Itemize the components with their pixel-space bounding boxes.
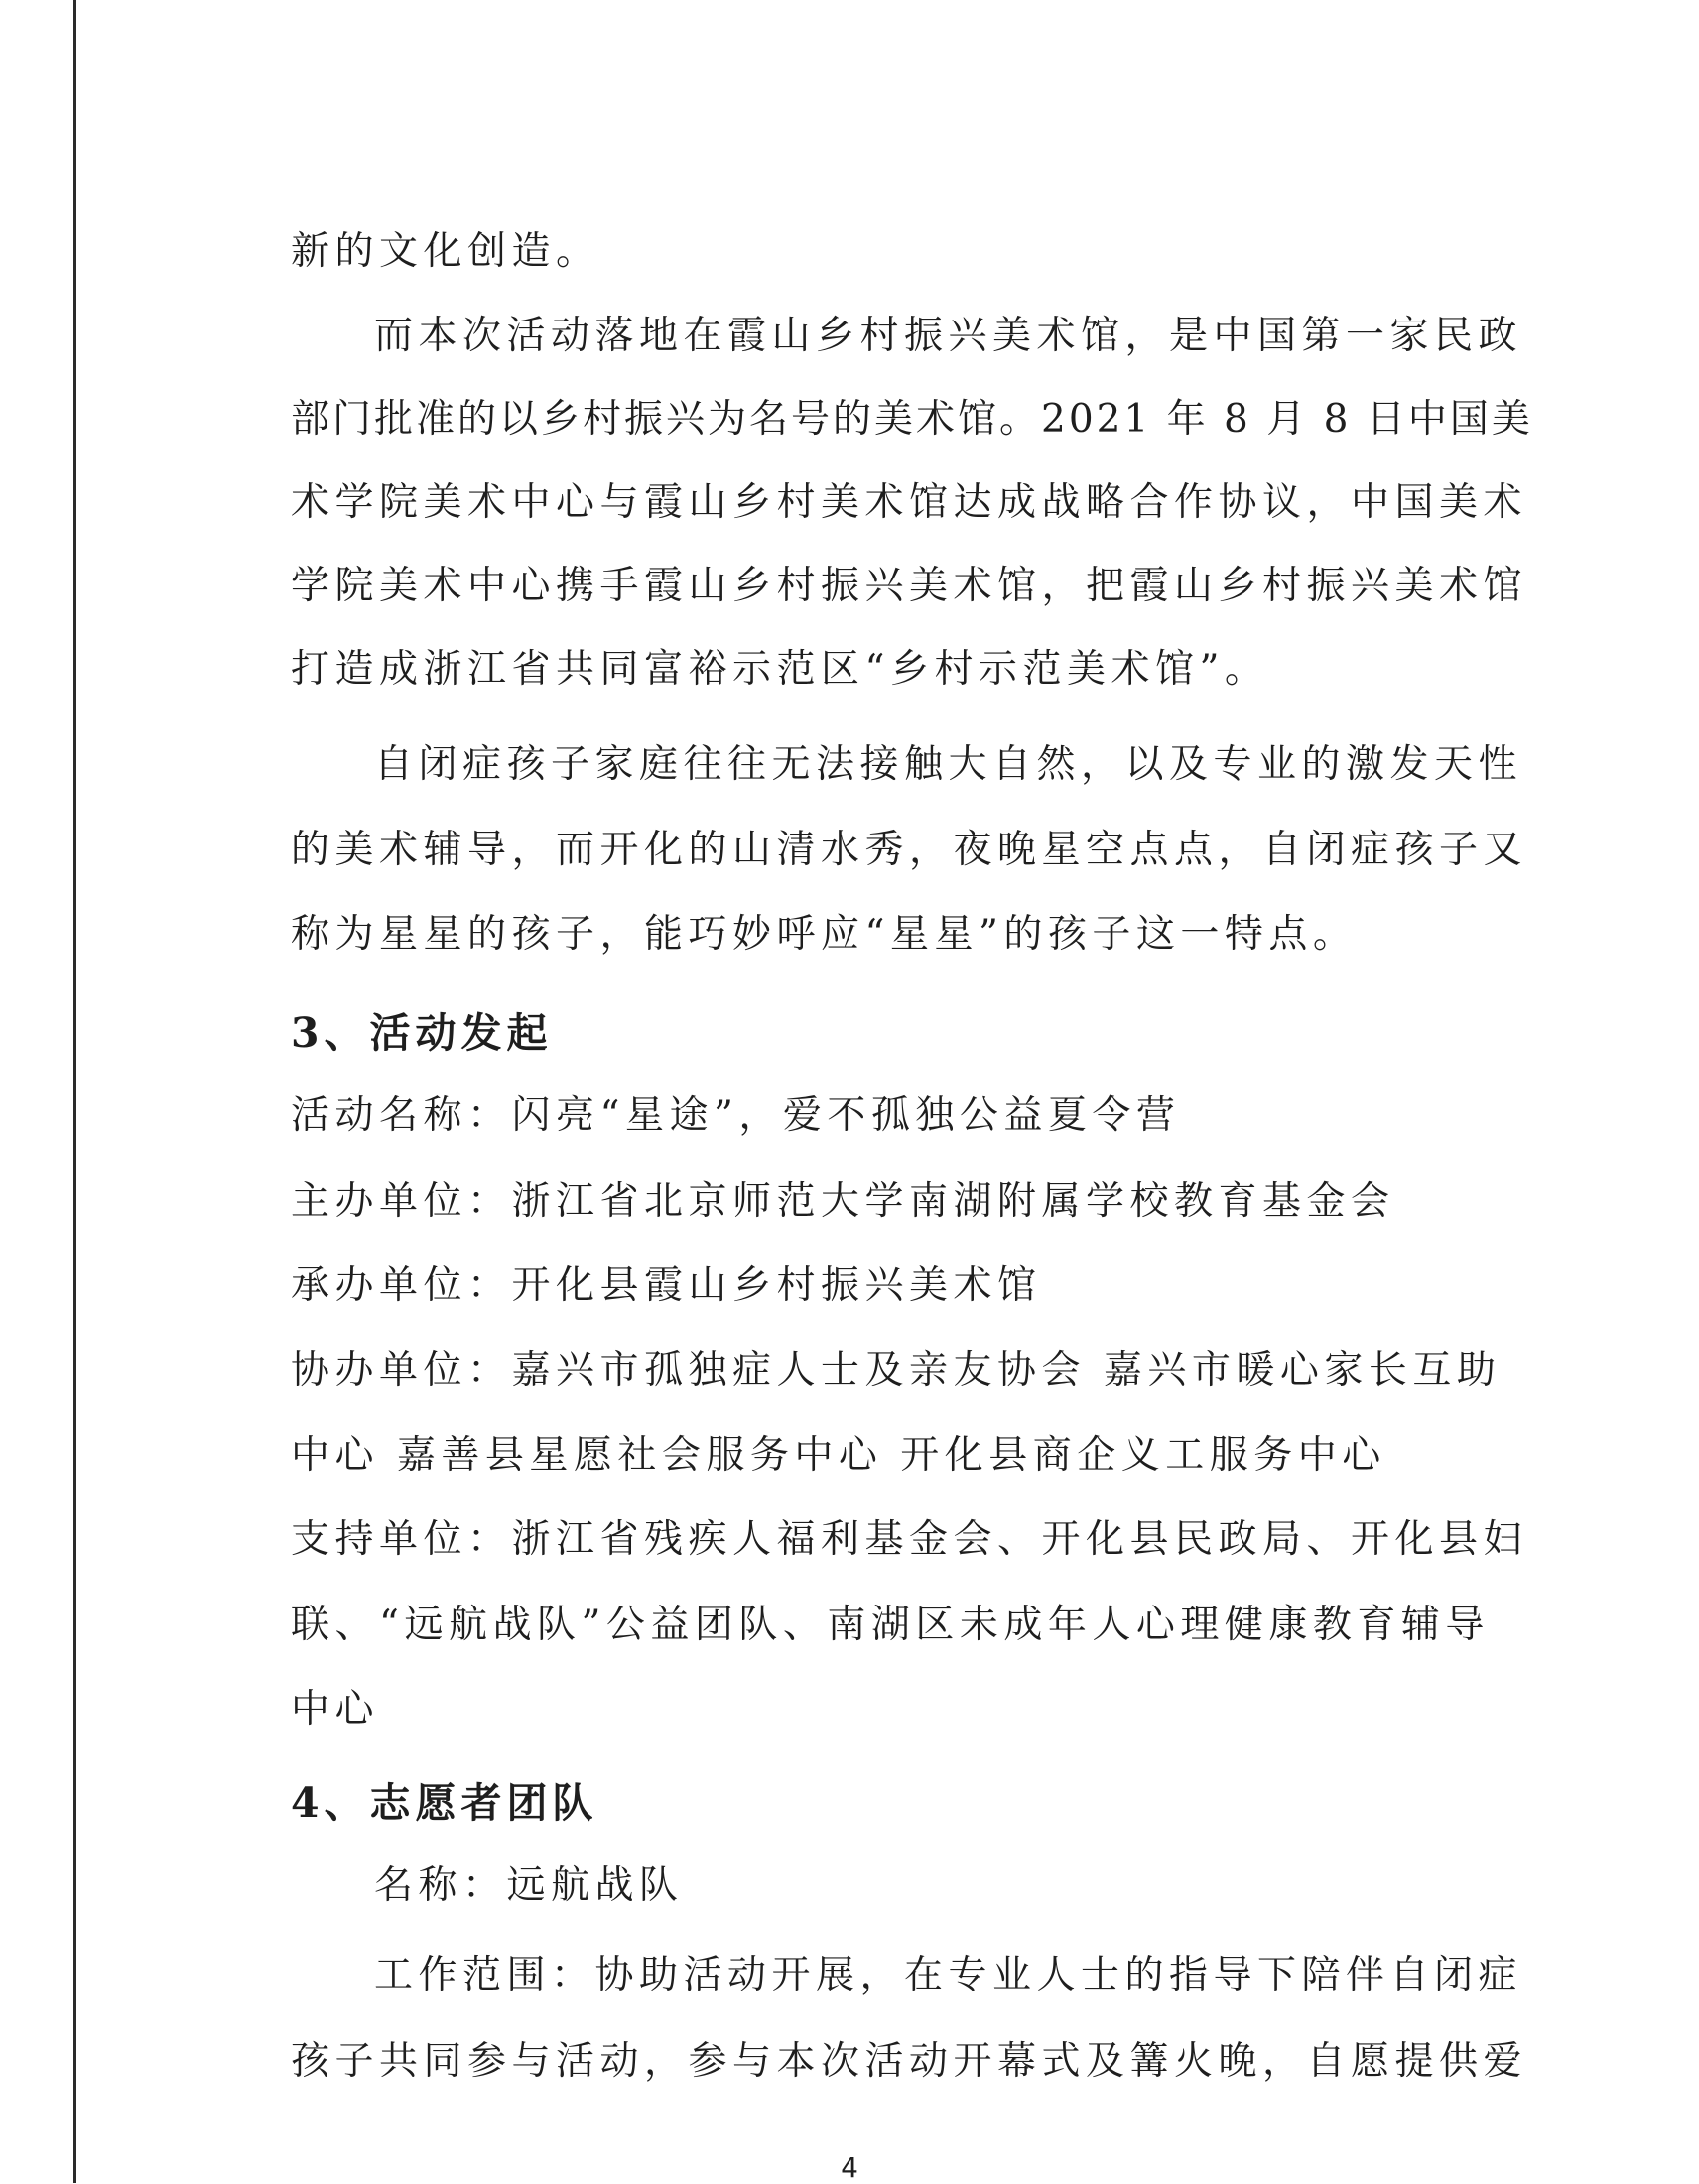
paragraph-line: 的美术辅导，而开化的山清水秀，夜晚星空点点，自闭症孩子又 bbox=[291, 828, 1528, 872]
co-organizer-line: 中心 嘉善县星愿社会服务中心 开化县商企义工服务中心 bbox=[291, 1433, 1386, 1477]
paragraph-line: 部门批准的以乡村振兴为名号的美术馆。2021 年 8 月 8 日中国美 bbox=[291, 397, 1533, 442]
paragraph-line: 新的文化创造。 bbox=[291, 229, 600, 274]
paragraph-line: 学院美术中心携手霞山乡村振兴美术馆，把霞山乡村振兴美术馆 bbox=[291, 564, 1528, 608]
supporter-line: 联、“远航战队”公益团队、南湖区未成年人心理健康教育辅导 bbox=[291, 1603, 1490, 1647]
supporter-line: 支持单位：浙江省残疾人福利基金会、开化县民政局、开化县妇 bbox=[291, 1517, 1528, 1562]
supporter-line: 中心 bbox=[291, 1687, 380, 1732]
host-line: 主办单位：浙江省北京师范大学南湖附属学校教育基金会 bbox=[291, 1179, 1395, 1223]
section-heading: 3、活动发起 bbox=[291, 1009, 553, 1057]
co-organizer-line: 协办单位：嘉兴市孤独症人士及亲友协会 嘉兴市暖心家长互助 bbox=[291, 1349, 1502, 1393]
paragraph-line: 而本次活动落地在霞山乡村振兴美术馆，是中国第一家民政 bbox=[374, 314, 1523, 358]
organizer-line: 承办单位：开化县霞山乡村振兴美术馆 bbox=[291, 1263, 1042, 1308]
page-number: 4 bbox=[841, 2151, 858, 2184]
section-heading: 4、志愿者团队 bbox=[291, 1779, 598, 1827]
team-name-line: 名称：远航战队 bbox=[374, 1863, 684, 1908]
paragraph-line: 打造成浙江省共同富裕示范区“乡村示范美术馆”。 bbox=[291, 647, 1269, 692]
scope-line: 孩子共同参与活动，参与本次活动开幕式及篝火晚，自愿提供爱 bbox=[291, 2039, 1528, 2084]
paragraph-line: 称为星星的孩子，能巧妙呼应“星星”的孩子这一特点。 bbox=[291, 912, 1358, 957]
activity-name-line: 活动名称：闪亮“星途”，爱不孤独公益夏令营 bbox=[291, 1093, 1181, 1138]
scope-line: 工作范围：协助活动开展，在专业人士的指导下陪伴自闭症 bbox=[374, 1953, 1523, 1997]
paragraph-line: 术学院美术中心与霞山乡村美术馆达成战略合作协议，中国美术 bbox=[291, 480, 1528, 525]
paragraph-line: 自闭症孩子家庭往往无法接触大自然，以及专业的激发天性 bbox=[374, 742, 1523, 787]
